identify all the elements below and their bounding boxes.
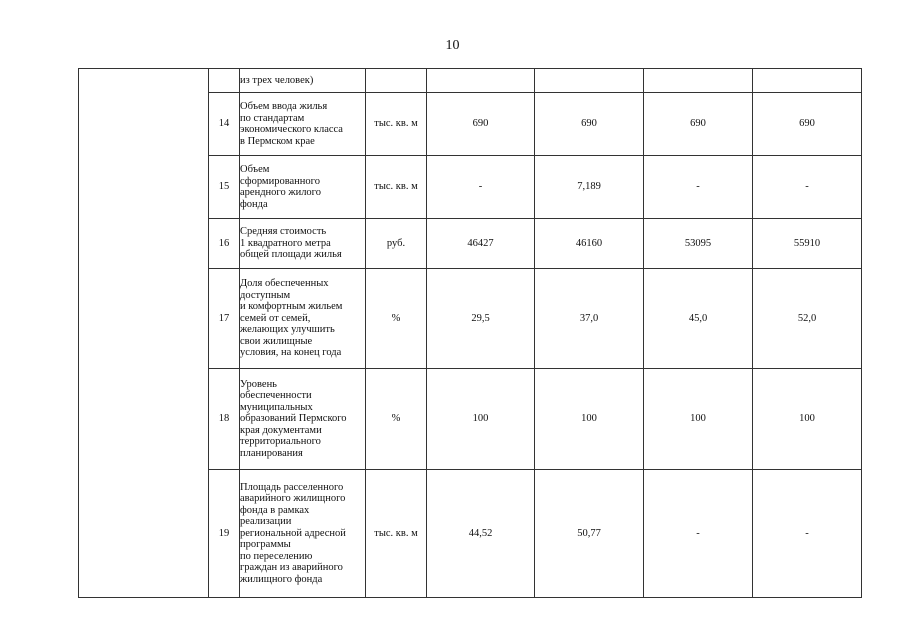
value-cell-1: 29,5 (427, 269, 535, 369)
value-cell-4: 690 (753, 93, 862, 156)
value-cell-1: 46427 (427, 219, 535, 269)
value-cell-1: 44,52 (427, 470, 535, 598)
unit-cell: тыс. кв. м (366, 470, 427, 598)
value-cell-2: 37,0 (535, 269, 644, 369)
unit-cell: % (366, 369, 427, 470)
indicator-name-cell: из трех человек) (240, 69, 366, 93)
value-cell-3: 100 (644, 369, 753, 470)
value-cell-2 (535, 69, 644, 93)
row-number-cell: 16 (209, 219, 240, 269)
value-cell-2: 100 (535, 369, 644, 470)
value-cell-2: 690 (535, 93, 644, 156)
row-number-cell: 18 (209, 369, 240, 470)
unit-cell: тыс. кв. м (366, 93, 427, 156)
indicator-name-cell: Уровень обеспеченности муниципальных образований Пермского края документами территориального планирования (240, 369, 366, 470)
row-number-cell (209, 69, 240, 93)
value-cell-1: 690 (427, 93, 535, 156)
value-cell-3: - (644, 156, 753, 219)
row-number-cell: 17 (209, 269, 240, 369)
row-number-cell: 19 (209, 470, 240, 598)
row-number-cell: 15 (209, 156, 240, 219)
table-body (79, 69, 862, 598)
value-cell-3: 45,0 (644, 269, 753, 369)
value-cell-2: 7,189 (535, 156, 644, 219)
value-cell-4: - (753, 156, 862, 219)
value-cell-1: - (427, 156, 535, 219)
value-cell-2: 46160 (535, 219, 644, 269)
value-cell-1: 100 (427, 369, 535, 470)
unit-cell: % (366, 269, 427, 369)
indicator-name-cell: Площадь расселенного аварийного жилищного фонда в рамках реализации региональной адресной программы по переселению граждан из аварийного жилищного фонда (240, 470, 366, 598)
value-cell-4 (753, 69, 862, 93)
indicator-name-cell: Объем сформированного арендного жилого фонда (240, 156, 366, 219)
indicators-table (78, 68, 862, 598)
value-cell-2: 50,77 (535, 470, 644, 598)
value-cell-3: 690 (644, 93, 753, 156)
value-cell-3: 53095 (644, 219, 753, 269)
table-row (79, 69, 862, 93)
value-cell-4: 100 (753, 369, 862, 470)
page-number: 10 (445, 38, 460, 53)
indicator-name-cell: Средняя стоимость 1 квадратного метра общей площади жилья (240, 219, 366, 269)
left-merged-cell (79, 69, 209, 598)
unit-cell: руб. (366, 219, 427, 269)
row-number-cell: 14 (209, 93, 240, 156)
indicator-name-cell: Доля обеспеченных доступным и комфортным жильем семей от семей, желающих улучшить свои жилищные условия, на конец года (240, 269, 366, 369)
value-cell-3: - (644, 470, 753, 598)
value-cell-3 (644, 69, 753, 93)
value-cell-4: - (753, 470, 862, 598)
unit-cell (366, 69, 427, 93)
unit-cell: тыс. кв. м (366, 156, 427, 219)
indicator-name-cell: Объем ввода жилья по стандартам экономического класса в Пермском крае (240, 93, 366, 156)
value-cell-1 (427, 69, 535, 93)
value-cell-4: 55910 (753, 219, 862, 269)
value-cell-4: 52,0 (753, 269, 862, 369)
